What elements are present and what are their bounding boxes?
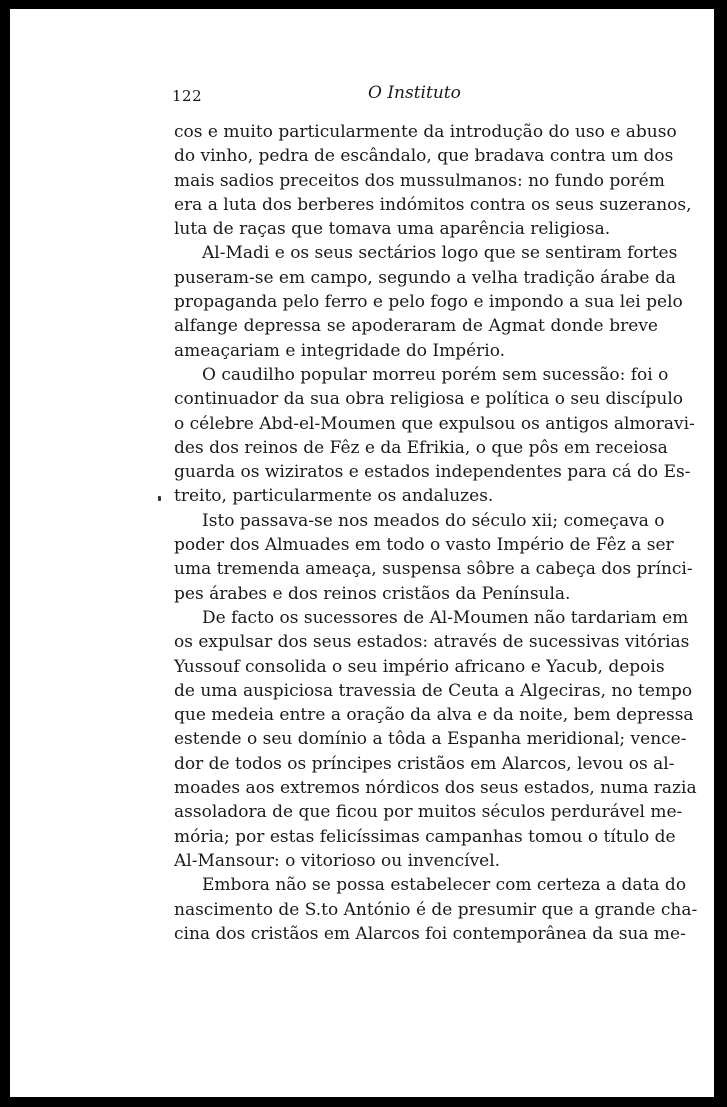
paragraph-start-line: Isto passava-se nos meados do século xii; começava o [202, 510, 665, 531]
text-line: treito, particularmente os andaluzes. [174, 486, 494, 507]
text-line: de uma auspiciosa travessia de Ceuta a Algeciras, no tempo [174, 680, 693, 701]
paragraph-start-line: Al-Madi e os seus sectários logo que se sentiram fortes [202, 243, 678, 264]
text-line: os expulsar dos seus estados: através de sucessivas vitórias [174, 632, 690, 653]
text-line: puseram-se em campo, segundo a velha tradição árabe da [174, 267, 676, 288]
text-line: Yussouf consolida o seu império africano e Yacub, depois [174, 656, 665, 677]
text-line: ameaçariam e integridade do Império. [174, 340, 506, 361]
text-line: assoladora de que ficou por muitos séculos perdurável me- [174, 802, 683, 823]
text-line: cos e muito particularmente da introdução do uso e abuso [174, 122, 677, 142]
paragraph-start-line: De facto os sucessores de Al-Moumen não tardariam em [202, 607, 689, 628]
text-line: cina dos cristãos em Alarcos foi contemporânea da sua me- [174, 923, 686, 944]
book-page [10, 9, 714, 1097]
text-line: des dos reinos de Fêz e da Efrikia, o que pôs em receiosa [174, 437, 668, 458]
text-line: mória; por estas felicíssimas campanhas tomou o título de [174, 826, 676, 847]
text-line: alfange depressa se apoderaram de Agmat donde breve [174, 316, 658, 337]
page-number: 122 [172, 87, 203, 105]
text-line: propaganda pelo ferro e pelo fogo e impondo a sua lei pelo [174, 292, 683, 313]
text-line: mais sadios preceitos dos mussulmanos: no fundo porém [174, 170, 665, 191]
text-line: pes árabes e dos reinos cristãos da Península. [174, 583, 571, 604]
text-line: luta de raças que tomava uma aparência religiosa. [174, 219, 611, 240]
ink-speck [158, 496, 161, 501]
text-line: Al-Mansour: o vitorioso ou invencível. [174, 850, 501, 871]
page-header [10, 83, 714, 113]
text-line: o célebre Abd-el-Moumen que expulsou os antigos almoravi- [174, 413, 695, 434]
text-line: estende o seu domínio a tôda a Espanha meridional; vence- [174, 729, 687, 750]
text-line: poder dos Almuades em todo o vasto Império de Fêz a ser [174, 535, 674, 556]
body-text [174, 120, 698, 946]
paragraph-start-line: Embora não se possa estabelecer com certeza a data do [202, 875, 687, 896]
text-line: dor de todos os príncipes cristãos em Alarcos, levou os al- [174, 753, 675, 774]
paragraph-start-line: O caudilho popular morreu porém sem sucessão: foi o [202, 364, 669, 385]
text-line: continuador da sua obra religiosa e política o seu discípulo [174, 389, 684, 410]
running-title: O Instituto [368, 83, 461, 103]
text-line: uma tremenda ameaça, suspensa sôbre a cabeça dos prínci- [174, 559, 693, 580]
text-line: moades aos extremos nórdicos dos seus estados, numa razia [174, 778, 697, 799]
text-line: nascimento de S.to António é de presumir que a grande cha- [174, 899, 698, 920]
text-line: guarda os wiziratos e estados independentes para cá do Es- [174, 462, 691, 483]
text-line: que medeia entre a oração da alva e da noite, bem depressa [174, 705, 694, 726]
text-line: era a luta dos berberes indómitos contra os seus suzeranos, [174, 194, 692, 215]
text-line: do vinho, pedra de escândalo, que bradava contra um dos [174, 146, 674, 167]
